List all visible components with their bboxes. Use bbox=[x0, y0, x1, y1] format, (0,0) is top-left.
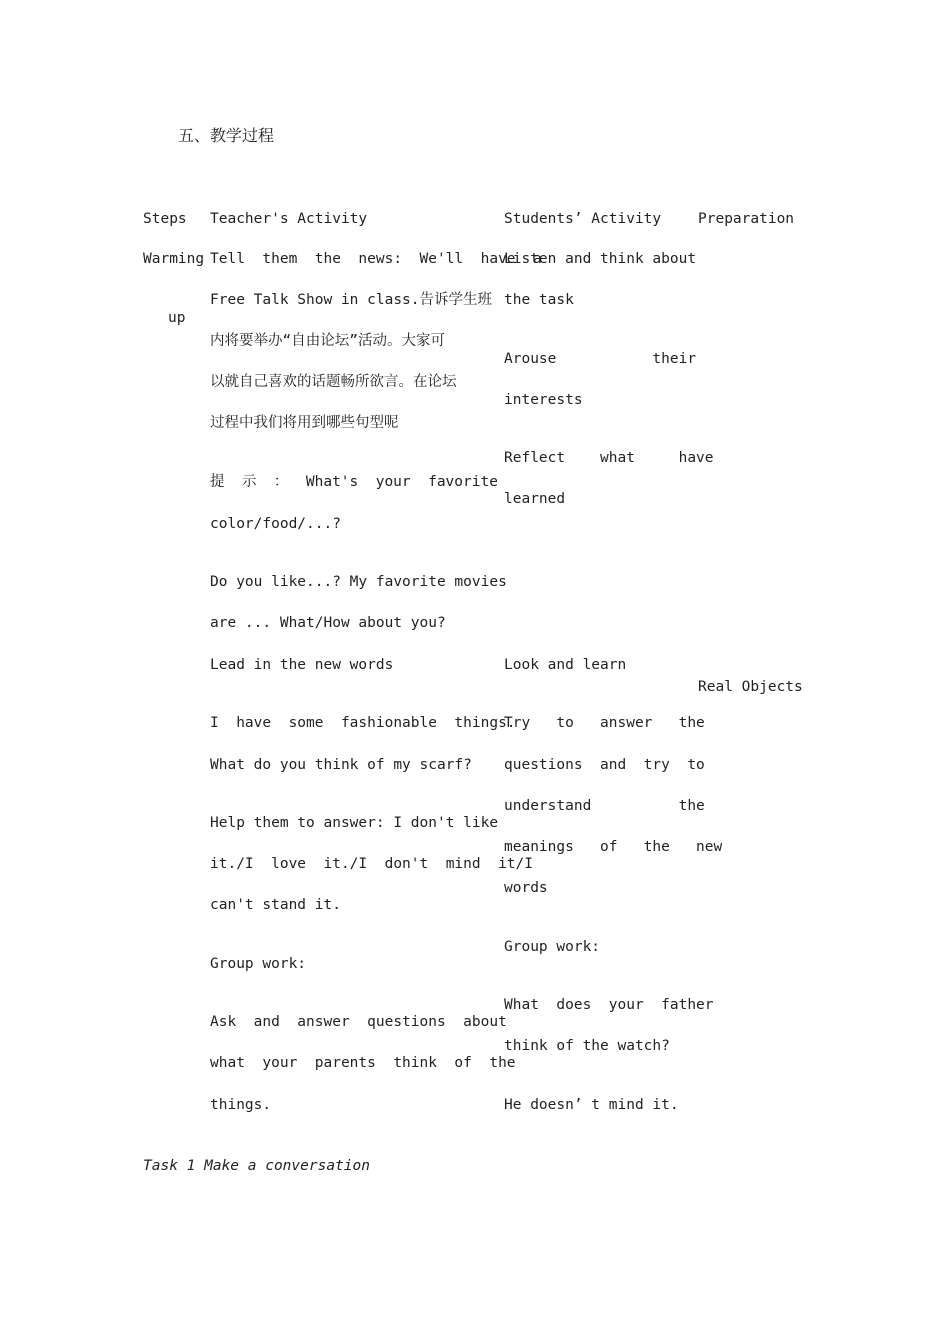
teacher-activity-line: Free Talk Show in class.告诉学生班 bbox=[210, 292, 493, 308]
teacher-activity-line: Ask and answer questions about bbox=[210, 1014, 507, 1030]
students-activity-line: words bbox=[504, 880, 548, 896]
students-activity-line: Arouse their bbox=[504, 351, 697, 367]
teacher-activity-line: 以就自己喜欢的话题畅所欲言。在论坛 bbox=[210, 374, 457, 390]
teacher-activity-line: can't stand it. bbox=[210, 897, 341, 913]
students-activity-line: Listen and think about bbox=[504, 251, 697, 267]
students-activity-line: Group work: bbox=[504, 939, 601, 955]
teacher-activity-line: it./I love it./I don't mind it/I bbox=[210, 856, 534, 872]
students-activity-line: understand the bbox=[504, 798, 705, 814]
students-activity-line: questions and try to bbox=[504, 757, 705, 773]
step-label: up bbox=[168, 310, 186, 326]
task-heading: Task 1 Make a conversation bbox=[143, 1158, 370, 1174]
teacher-activity-line: Tell them the news: We'll have a bbox=[210, 251, 542, 267]
students-activity-line: meanings of the new bbox=[504, 839, 723, 855]
section-heading: 五、教学过程 bbox=[178, 126, 275, 145]
students-activity-line: He doesn’ t mind it. bbox=[504, 1097, 679, 1113]
teacher-activity-line: Do you like...? My favorite movies bbox=[210, 574, 507, 590]
students-activity-line: Look and learn bbox=[504, 657, 627, 673]
students-activity-line: learned bbox=[504, 491, 566, 507]
students-activity-line: Reflect what have bbox=[504, 450, 714, 466]
teacher-activity-line: What do you think of my scarf? bbox=[210, 757, 472, 773]
students-activity-line: interests bbox=[504, 392, 583, 408]
teacher-activity-line: Group work: bbox=[210, 956, 307, 972]
teacher-activity-line: 过程中我们将用到哪些句型呢 bbox=[210, 415, 399, 431]
header-teacher-activity: Teacher's Activity bbox=[210, 211, 368, 227]
header-students-activity: Students’ Activity bbox=[504, 211, 662, 227]
header-preparation: Preparation bbox=[698, 211, 795, 227]
preparation-value: Real Objects bbox=[698, 679, 803, 695]
teacher-activity-line: are ... What/How about you? bbox=[210, 615, 446, 631]
teacher-activity-line: 内将要举办“自由论坛”活动。大家可 bbox=[210, 333, 445, 349]
step-label: Warming bbox=[143, 251, 205, 267]
students-activity-line: the task bbox=[504, 292, 574, 308]
students-activity-line: Try to answer the bbox=[504, 715, 705, 731]
header-steps: Steps bbox=[143, 211, 187, 227]
students-activity-line: What does your father bbox=[504, 997, 714, 1013]
teacher-activity-line: 提 示 ： What's your favorite bbox=[210, 474, 498, 490]
teacher-activity-line: color/food/...? bbox=[210, 516, 341, 532]
teacher-activity-line: things. bbox=[210, 1097, 272, 1113]
teacher-activity-line: what your parents think of the bbox=[210, 1055, 516, 1071]
teacher-activity-line: Help them to answer: I don't like bbox=[210, 815, 499, 831]
students-activity-line: think of the watch? bbox=[504, 1038, 670, 1054]
teacher-activity-line: I have some fashionable things. bbox=[210, 715, 516, 731]
teacher-activity-line: Lead in the new words bbox=[210, 657, 394, 673]
